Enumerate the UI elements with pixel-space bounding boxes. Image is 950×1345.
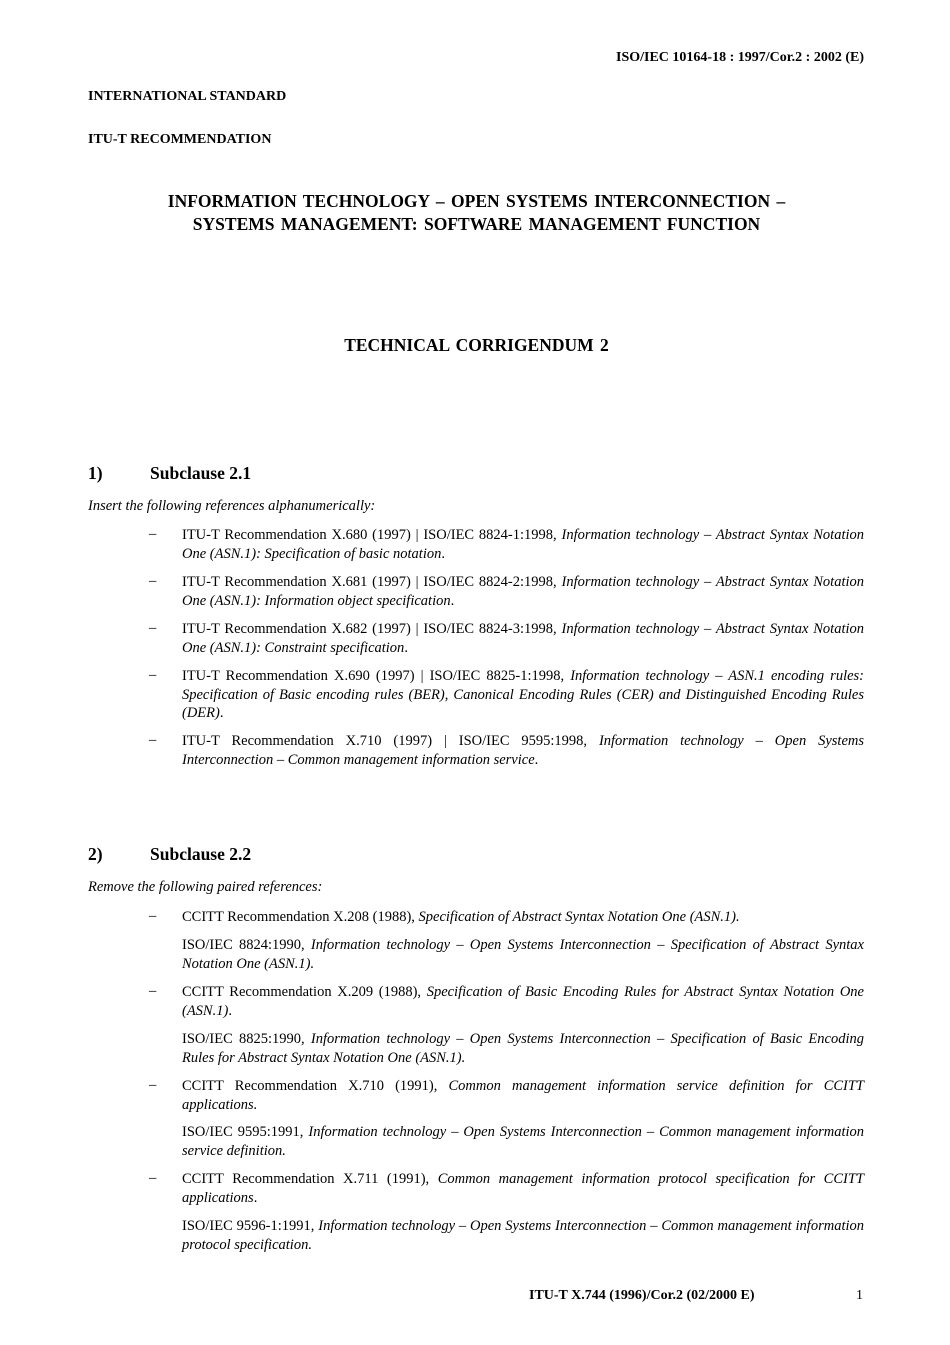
section-1-heading (88, 463, 251, 484)
title-line-1: INFORMATION TECHNOLOGY – OPEN SYSTEMS INTERCONNECTION – (167, 191, 786, 211)
section-2-instruction: Remove the following paired references: (88, 879, 323, 895)
list-item: CCITT Recommendation X.209 (1988), Specification of Basic Encoding Rules for Abstract Syntax Notation One (ASN.1). (182, 984, 864, 1019)
section-2-number: 2) (88, 844, 103, 864)
list-item: ITU-T Recommendation X.710 (1997) | ISO/IEC 9595:1998, Information technology – Open Systems Interconnection – Common management information service. (182, 733, 864, 768)
list-item: CCITT Recommendation X.208 (1988), Specification of Abstract Syntax Notation One (ASN.1). (182, 909, 740, 925)
footer-doc-ref: ITU-T X.744 (1996)/Cor.2 (02/2000 E) (529, 1288, 755, 1303)
section-1-title: Subclause 2.1 (150, 463, 252, 483)
bullet-dash: – (149, 667, 157, 683)
list-item-paired: ISO/IEC 9596-1:1991, Information technology – Open Systems Interconnection – Common management information protocol specification. (182, 1218, 865, 1253)
page-title (88, 190, 865, 236)
subtitle: TECHNICAL CORRIGENDUM 2 (344, 335, 609, 355)
list-item-paired: ISO/IEC 9595:1991, Information technology – Open Systems Interconnection – Common management information service definition. (182, 1124, 865, 1159)
bullet-dash: – (149, 983, 157, 999)
label-itu-recommendation: ITU-T RECOMMENDATION (88, 132, 272, 147)
bullet-dash: – (149, 1170, 157, 1186)
section-2-title: Subclause 2.2 (150, 844, 252, 864)
list-item: ITU-T Recommendation X.682 (1997) | ISO/IEC 8824-3:1998, Information technology – Abstract Syntax Notation One (ASN.1): Constraint specification. (182, 621, 864, 656)
page-number: 1 (856, 1288, 863, 1303)
title-line-2: SYSTEMS MANAGEMENT: SOFTWARE MANAGEMENT FUNCTION (192, 214, 761, 234)
bullet-dash: – (149, 732, 157, 748)
bullet-dash: – (149, 908, 157, 924)
list-item-paired: ISO/IEC 8825:1990, Information technology – Open Systems Interconnection – Specification of Basic Encoding Rules for Abstract Syntax Notation One (ASN.1). (182, 1031, 865, 1066)
bullet-dash: – (149, 1077, 157, 1093)
section-1-number: 1) (88, 463, 103, 483)
label-international-standard: INTERNATIONAL STANDARD (88, 89, 287, 104)
bullet-dash: – (149, 573, 157, 589)
list-item: ITU-T Recommendation X.690 (1997) | ISO/IEC 8825-1:1998, Information technology – ASN.1 encoding rules: Specification of Basic encoding rules (BER), Canonical Encoding Rules (CER) and Distinguished Encoding Rules (DER). (182, 668, 865, 721)
bullet-dash: – (149, 526, 157, 542)
list-item: ITU-T Recommendation X.680 (1997) | ISO/IEC 8824-1:1998, Information technology – Abstract Syntax Notation One (ASN.1): Specification of basic notation. (182, 527, 864, 562)
list-item-paired: ISO/IEC 8824:1990, Information technology – Open Systems Interconnection – Specification of Abstract Syntax Notation One (ASN.1). (182, 937, 864, 972)
document-id: ISO/IEC 10164-18 : 1997/Cor.2 : 2002 (E) (616, 50, 864, 65)
section-2-heading (88, 844, 251, 865)
section-1-instruction: Insert the following references alphanumerically: (88, 498, 376, 514)
list-item: CCITT Recommendation X.710 (1991), Common management information service definition for CCITT applications. (182, 1078, 864, 1113)
bullet-dash: – (149, 620, 157, 636)
list-item: CCITT Recommendation X.711 (1991), Common management information protocol specification for CCITT applications. (182, 1171, 864, 1206)
list-item: ITU-T Recommendation X.681 (1997) | ISO/IEC 8824-2:1998, Information technology – Abstract Syntax Notation One (ASN.1): Information object specification. (182, 574, 864, 609)
